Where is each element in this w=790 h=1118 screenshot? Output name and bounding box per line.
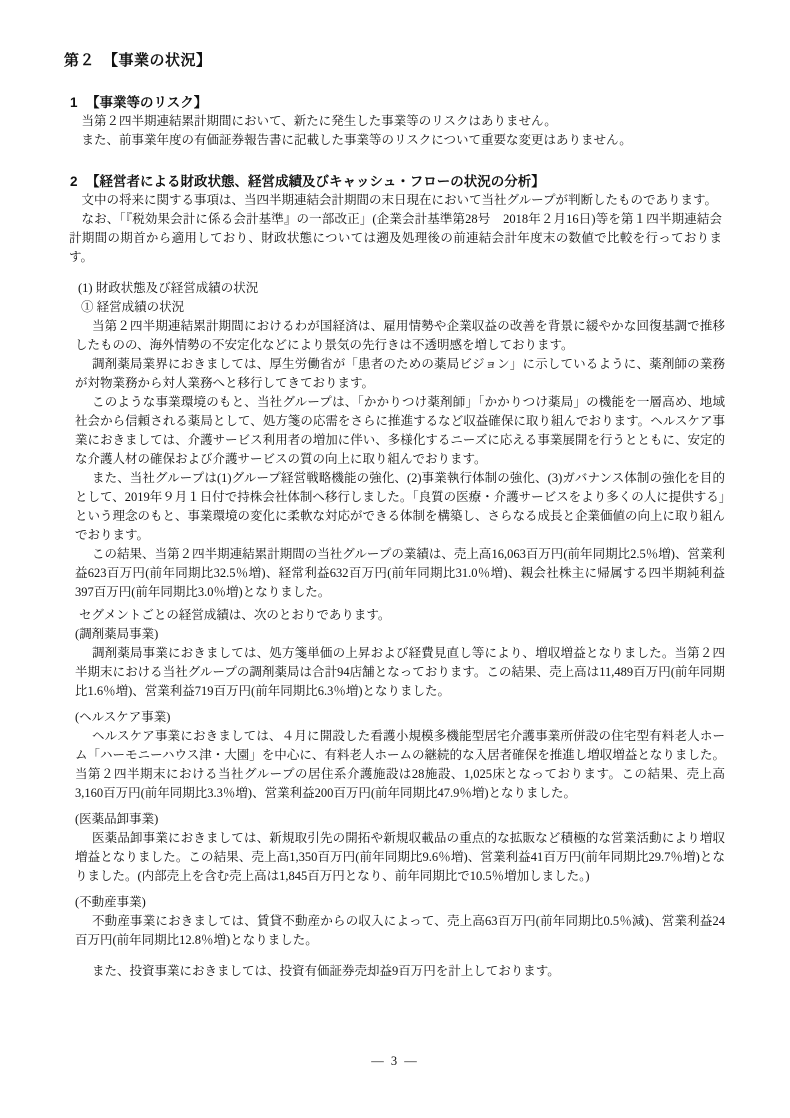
segment-paragraph: 不動産事業におきましては、賃貸不動産からの収入によって、売上高63百万円(前年同期比0.5％減)、営業利益24百万円(前年同期比12.8％増)となりました。	[75, 914, 725, 947]
subsection-1-label: (1) 財政状態及び経営成績の状況	[78, 281, 259, 295]
section-1-number: 1	[70, 95, 78, 110]
section-1-title-text: 【事業等のリスク】	[86, 95, 208, 110]
investment-note	[0, 962, 790, 981]
subsection-1-1-label: ① 経営成績の状況	[81, 300, 185, 314]
body-paragraph: また、当社グループは(1)グループ経営戦略機能の強化、(2)事業執行体制の強化、(3)ガバナンス体制の強化を目的として、2019年９月１日付で持株会社体制へ移行しました。「良質の医療・介護サービスをより多くの人に提供する」という理念のもと、事業環境の変化に柔軟な対応ができる体制を構築し、さらなる成長と企業価値の向上に取り組んでおります。	[75, 471, 726, 542]
body-paragraph: また、前事業年度の有価証券報告書に記載した事業等のリスクについて重要な変更はありません。	[81, 133, 632, 147]
segment-intro: セグメントごとの経営成績は、次のとおりであります。	[79, 608, 391, 622]
body-paragraph: なお、「『税効果会計に係る会計基準』の一部改正」(企業会計基準第28号 2018年２月16日)等を第１四半期連結会計期間の期首から適用しており、財政状態については遡及処理後の前連結会計年度末の数値で比較を行っております。	[69, 212, 722, 264]
section-1-title	[70, 93, 790, 112]
body-paragraph: 文中の将来に関する事項は、当四半期連結会計期間の末日現在において当社グループが判断したものであります。	[81, 193, 718, 207]
section-2-title	[70, 172, 790, 191]
segment-real-estate	[0, 893, 790, 950]
body-paragraph: このような事業環境のもと、当社グループは、「かかりつけ薬剤師」「かかりつけ薬局」の機能を一層高め、地域社会から信頼される薬局として、処方箋の応需をさらに推進するなど収益確保に取り組んでおります。ヘルスケア事業におきましては、介護サービス利用者の増加に伴い、多様化するニーズに応える事業展開を行うとともに、安定的な介護人材の確保および介護サービスの質の向上に取り組んでおります。	[75, 395, 725, 466]
segment-header: (調剤薬局事業)	[75, 627, 159, 641]
segment-header: (医薬品卸事業)	[75, 812, 159, 826]
body-paragraph: この結果、当第２四半期連結累計期間の当社グループの業績は、売上高16,063百万円(前年同期比2.5％増)、営業利益623百万円(前年同期比32.5％増)、経常利益632百万円(前年同期比31.0％増)、親会社株主に帰属する四半期純利益397百万円(前年同期比3.0％増)となりました。	[75, 547, 725, 599]
segment-paragraph: 医薬品卸事業におきましては、新規取引先の開拓や新規収載品の重点的な拡販など積極的な営業活動により増収増益となりました。この結果、売上高1,350百万円(前年同期比9.6％増)、営業利益41百万円(前年同期比29.7％増)となりました。(内部売上を含む売上高は1,845百万円となり、前年同期比で10.5％増加しました。)	[75, 831, 725, 883]
segment-header: (ヘルスケア事業)	[75, 710, 171, 724]
page-number: ― 3 ―	[371, 1054, 419, 1068]
segment-paragraph: ヘルスケア事業におきましては、４月に開設した看護小規模多機能型居宅介護事業所併設の住宅型有料老人ホーム「ハーモニーハウス津・大園」を中心に、有料老人ホームの継続的な入居者確保を推進し増収増益となりました。当第２四半期末における当社グループの居住系介護施設は28施設、1,025床となっております。この結果、売上高3,160百万円(前年同期比3.3％増)、営業利益200百万円(前年同期比47.9％増)となりました。	[75, 729, 725, 800]
body-paragraph: 当第２四半期連結累計期間において、新たに発生した事業等のリスクはありません。	[81, 114, 557, 128]
section-1-body	[0, 112, 790, 150]
section-2-body	[0, 191, 790, 267]
segment-pharma-wholesale	[0, 810, 790, 886]
document-heading: 第２ 【事業の状況】	[64, 52, 212, 69]
segment-healthcare	[0, 708, 790, 803]
body-paragraph: 調剤薬局業界におきましては、厚生労働省が「患者のための薬局ビジョン」に示しているように、薬剤師の業務が対物業務から対人業務へと移行してきております。	[75, 357, 725, 390]
operating-results-overview	[0, 317, 790, 602]
segment-pharmacy	[0, 625, 790, 701]
body-paragraph: また、投資事業におきましては、投資有価証券売却益9百万円を計上しております。	[92, 964, 560, 978]
segment-header: (不動産事業)	[75, 895, 146, 909]
segment-paragraph: 調剤薬局事業におきましては、処方箋単価の上昇および経費見直し等により、増収増益となりました。当第２四半期末における当社グループの調剤薬局は合計94店舗となっております。この結果、売上高は11,489百万円(前年同期比1.6％増)、営業利益719百万円(前年同期比6.3％増)となりました。	[75, 646, 725, 698]
section-2-number: 2	[70, 174, 78, 189]
section-2-title-text: 【経営者による財政状態、経営成績及びキャッシュ・フローの状況の分析】	[86, 174, 545, 189]
body-paragraph: 当第２四半期連結累計期間におけるわが国経済は、雇用情勢や企業収益の改善を背景に緩やかな回復基調で推移したものの、海外情勢の不安定化などにより景気の先行きは不透明感を増しております。	[75, 319, 725, 352]
